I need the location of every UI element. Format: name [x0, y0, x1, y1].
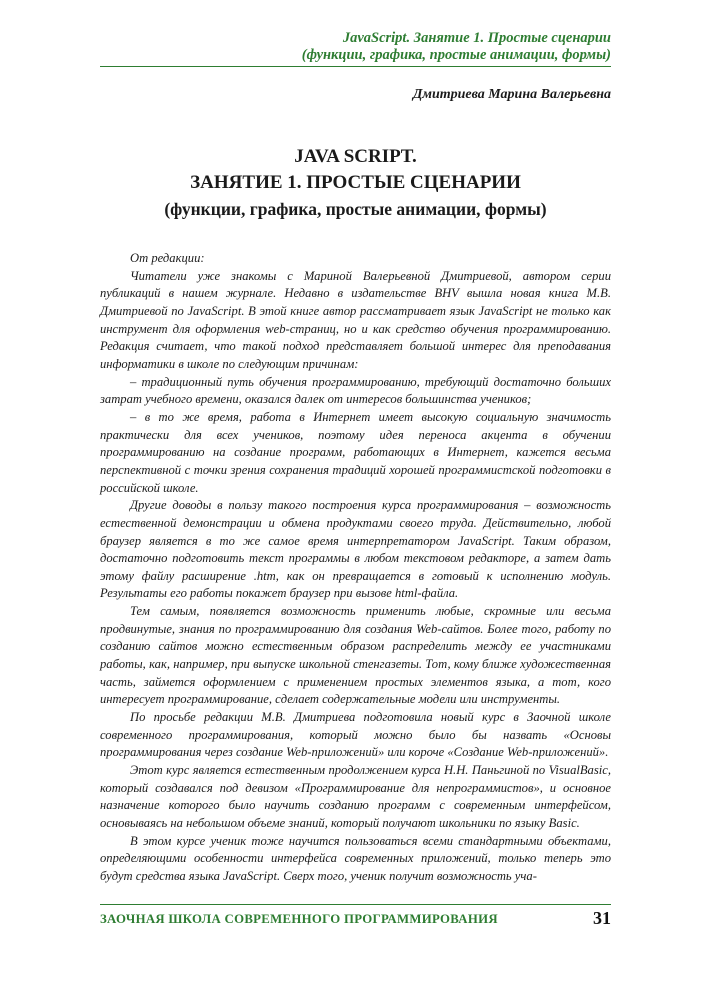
title-line-1: JAVA SCRIPT. [294, 146, 417, 167]
title-line-2: ЗАНЯТИЕ 1. ПРОСТЫЕ СЦЕНАРИИ [190, 172, 521, 193]
author-name: Дмитриева Марина Валерьевна [412, 87, 611, 102]
paragraph: От редакции: [130, 251, 205, 265]
running-title-line-2: (функции, графика, простые анимации, формы) [301, 47, 611, 63]
paragraph: В этом курсе ученик тоже научится пользоваться всеми стандартными объектами, определяющими особенности интерфейса современных приложений, только теперь это будут средства языка JavaScript. Сверх того, ученик получит возможность уча- [100, 833, 611, 883]
footer-label: ЗАОЧНАЯ ШКОЛА СОВРЕМЕННОГО ПРОГРАММИРОВАНИЯ [100, 912, 498, 926]
paragraph: – традиционный путь обучения программированию, требующий достаточно больших затрат учебного времени, оказался далек от интересов большинства учеников; [100, 374, 611, 407]
paragraph: – в то же время, работа в Интернет имеет высокую социальную значимость практически для всех учеников, поэтому идея переноса акцента в обучении программированию на создание программ, работающих в Интернет, кажется весьма перспективной с точки зрения сохранения традиций хорошей программистской подготовки в российской школе. [100, 409, 611, 495]
running-header [91, 30, 611, 64]
paragraph: Читатели уже знакомы с Мариной Валерьевной Дмитриевой, автором серии публикаций в нашем журнале. Недавно в издательстве BHV вышла новая книга М.В. Дмитриевой по JavaScript. В этой книге автор рассматривает язык JavaScript не только как инструмент для оформления web-страниц, но и как средство обучения программированию. Редакция считает, что такой подход представляет большой интерес для преподавания информатики в школе по следующим причинам: [100, 268, 611, 371]
header-divider [100, 66, 611, 67]
title-line-3: (функции, графика, простые анимации, формы) [164, 199, 547, 219]
footer-divider [100, 904, 611, 905]
page-number: 31 [593, 908, 611, 928]
paragraph: По просьбе редакции М.В. Дмитриева подготовила новый курс в Заочной школе современного программирования, который можно было бы назвать «Основы программирования через создание Web-приложений» или короче «Создание Web-приложений». [100, 710, 611, 760]
paragraph: Этот курс является естественным продолжением курса Н.Н. Паньгиной по VisualBasic, который создавался под девизом «Программирование для непрограммистов», и основное назначение которого было научить созданию программ с современным интерфейсом, основываясь на небольшом объеме знаний, который получают школьники по языку Basic. [100, 763, 611, 830]
article-body [100, 250, 611, 886]
paragraph: Другие доводы в пользу такого построения курса программирования – возможность естественной демонстрации и обмена продуктами своего труда. Действительно, любой браузер является в то же самое время интерпретатором JavaScript. Таким образом, достаточно подготовить текст программы в любом текстовом редакторе, а затем дать этому файлу расширение .htm, как он превращается в готовый к исполнению модуль. Результаты его работы покажет браузер при вызове html-файла. [100, 498, 611, 601]
running-title-line-1: JavaScript. Занятие 1. Простые сценарии [342, 30, 611, 46]
paragraph: Тем самым, появляется возможность применить любые, скромные или весьма продвинутые, знания по программированию для создания Web-сайтов. Более того, работу по созданию сайтов можно естественным образом распределить между ее участниками работы, как, например, при выпуске школьной стенгазеты. Тот, кому ближе художественная часть, займется оформлением с применением простых элементов языка, а тот, кого интересует программирование, сделает содержательные модели или инструменты. [100, 604, 611, 707]
article-title [100, 144, 611, 222]
